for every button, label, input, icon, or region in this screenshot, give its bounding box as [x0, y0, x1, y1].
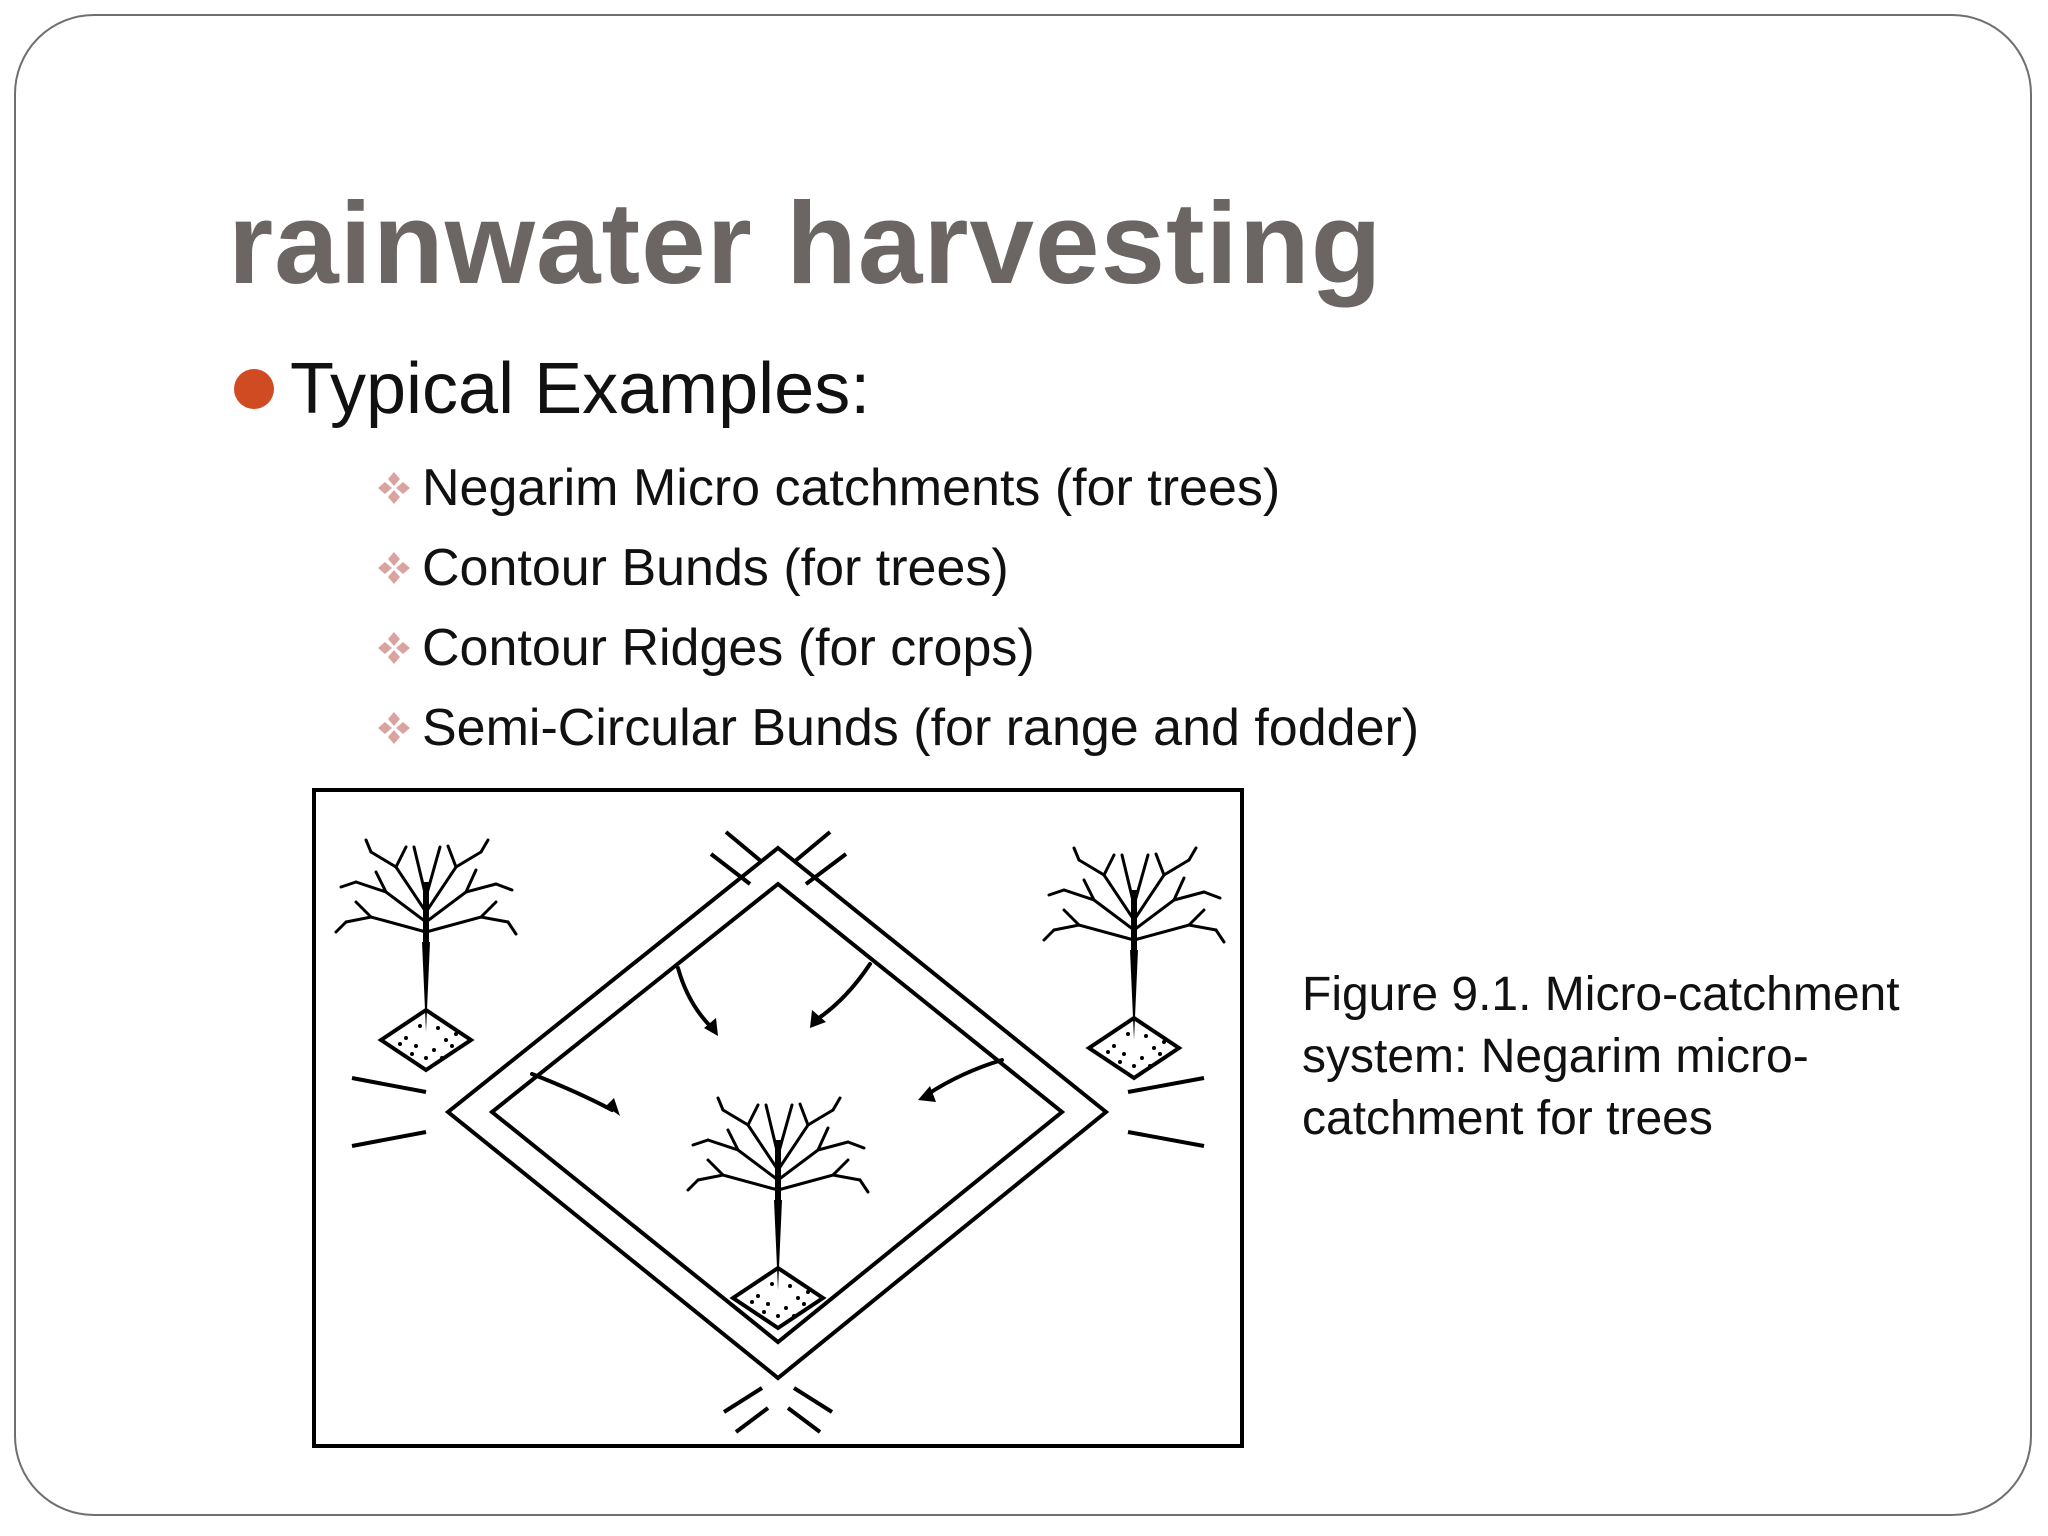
sub-item-label: Negarim Micro catchments (for trees)	[422, 459, 1281, 517]
negarim-diagram-illustration	[316, 792, 1240, 1444]
main-bullet-label: Typical Examples:	[290, 349, 871, 429]
caption-line: catchment for trees	[1302, 1092, 1713, 1145]
sub-bullet-list	[376, 448, 1419, 768]
caption-line: Figure 9.1. Micro-catchment	[1302, 968, 1900, 1021]
micro-catchment-figure	[312, 788, 1244, 1448]
list-item	[376, 608, 1419, 688]
four-diamond-icon	[376, 710, 412, 746]
slide-title: rainwater harvesting	[228, 178, 1383, 308]
four-diamond-icon	[376, 630, 412, 666]
caption-line: system: Negarim micro-	[1302, 1030, 1809, 1083]
main-bullet	[234, 348, 870, 430]
sub-item-label: Contour Bunds (for trees)	[422, 539, 1009, 597]
list-item	[376, 528, 1419, 608]
sub-item-label: Contour Ridges (for crops)	[422, 619, 1035, 677]
slide-frame	[14, 14, 2032, 1516]
sub-item-label: Semi-Circular Bunds (for range and fodder)	[422, 699, 1420, 757]
four-diamond-icon	[376, 550, 412, 586]
list-item	[376, 688, 1419, 768]
figure-caption	[1302, 964, 2002, 1150]
bullet-dot-icon	[234, 369, 274, 409]
four-diamond-icon	[376, 470, 412, 506]
list-item	[376, 448, 1419, 528]
